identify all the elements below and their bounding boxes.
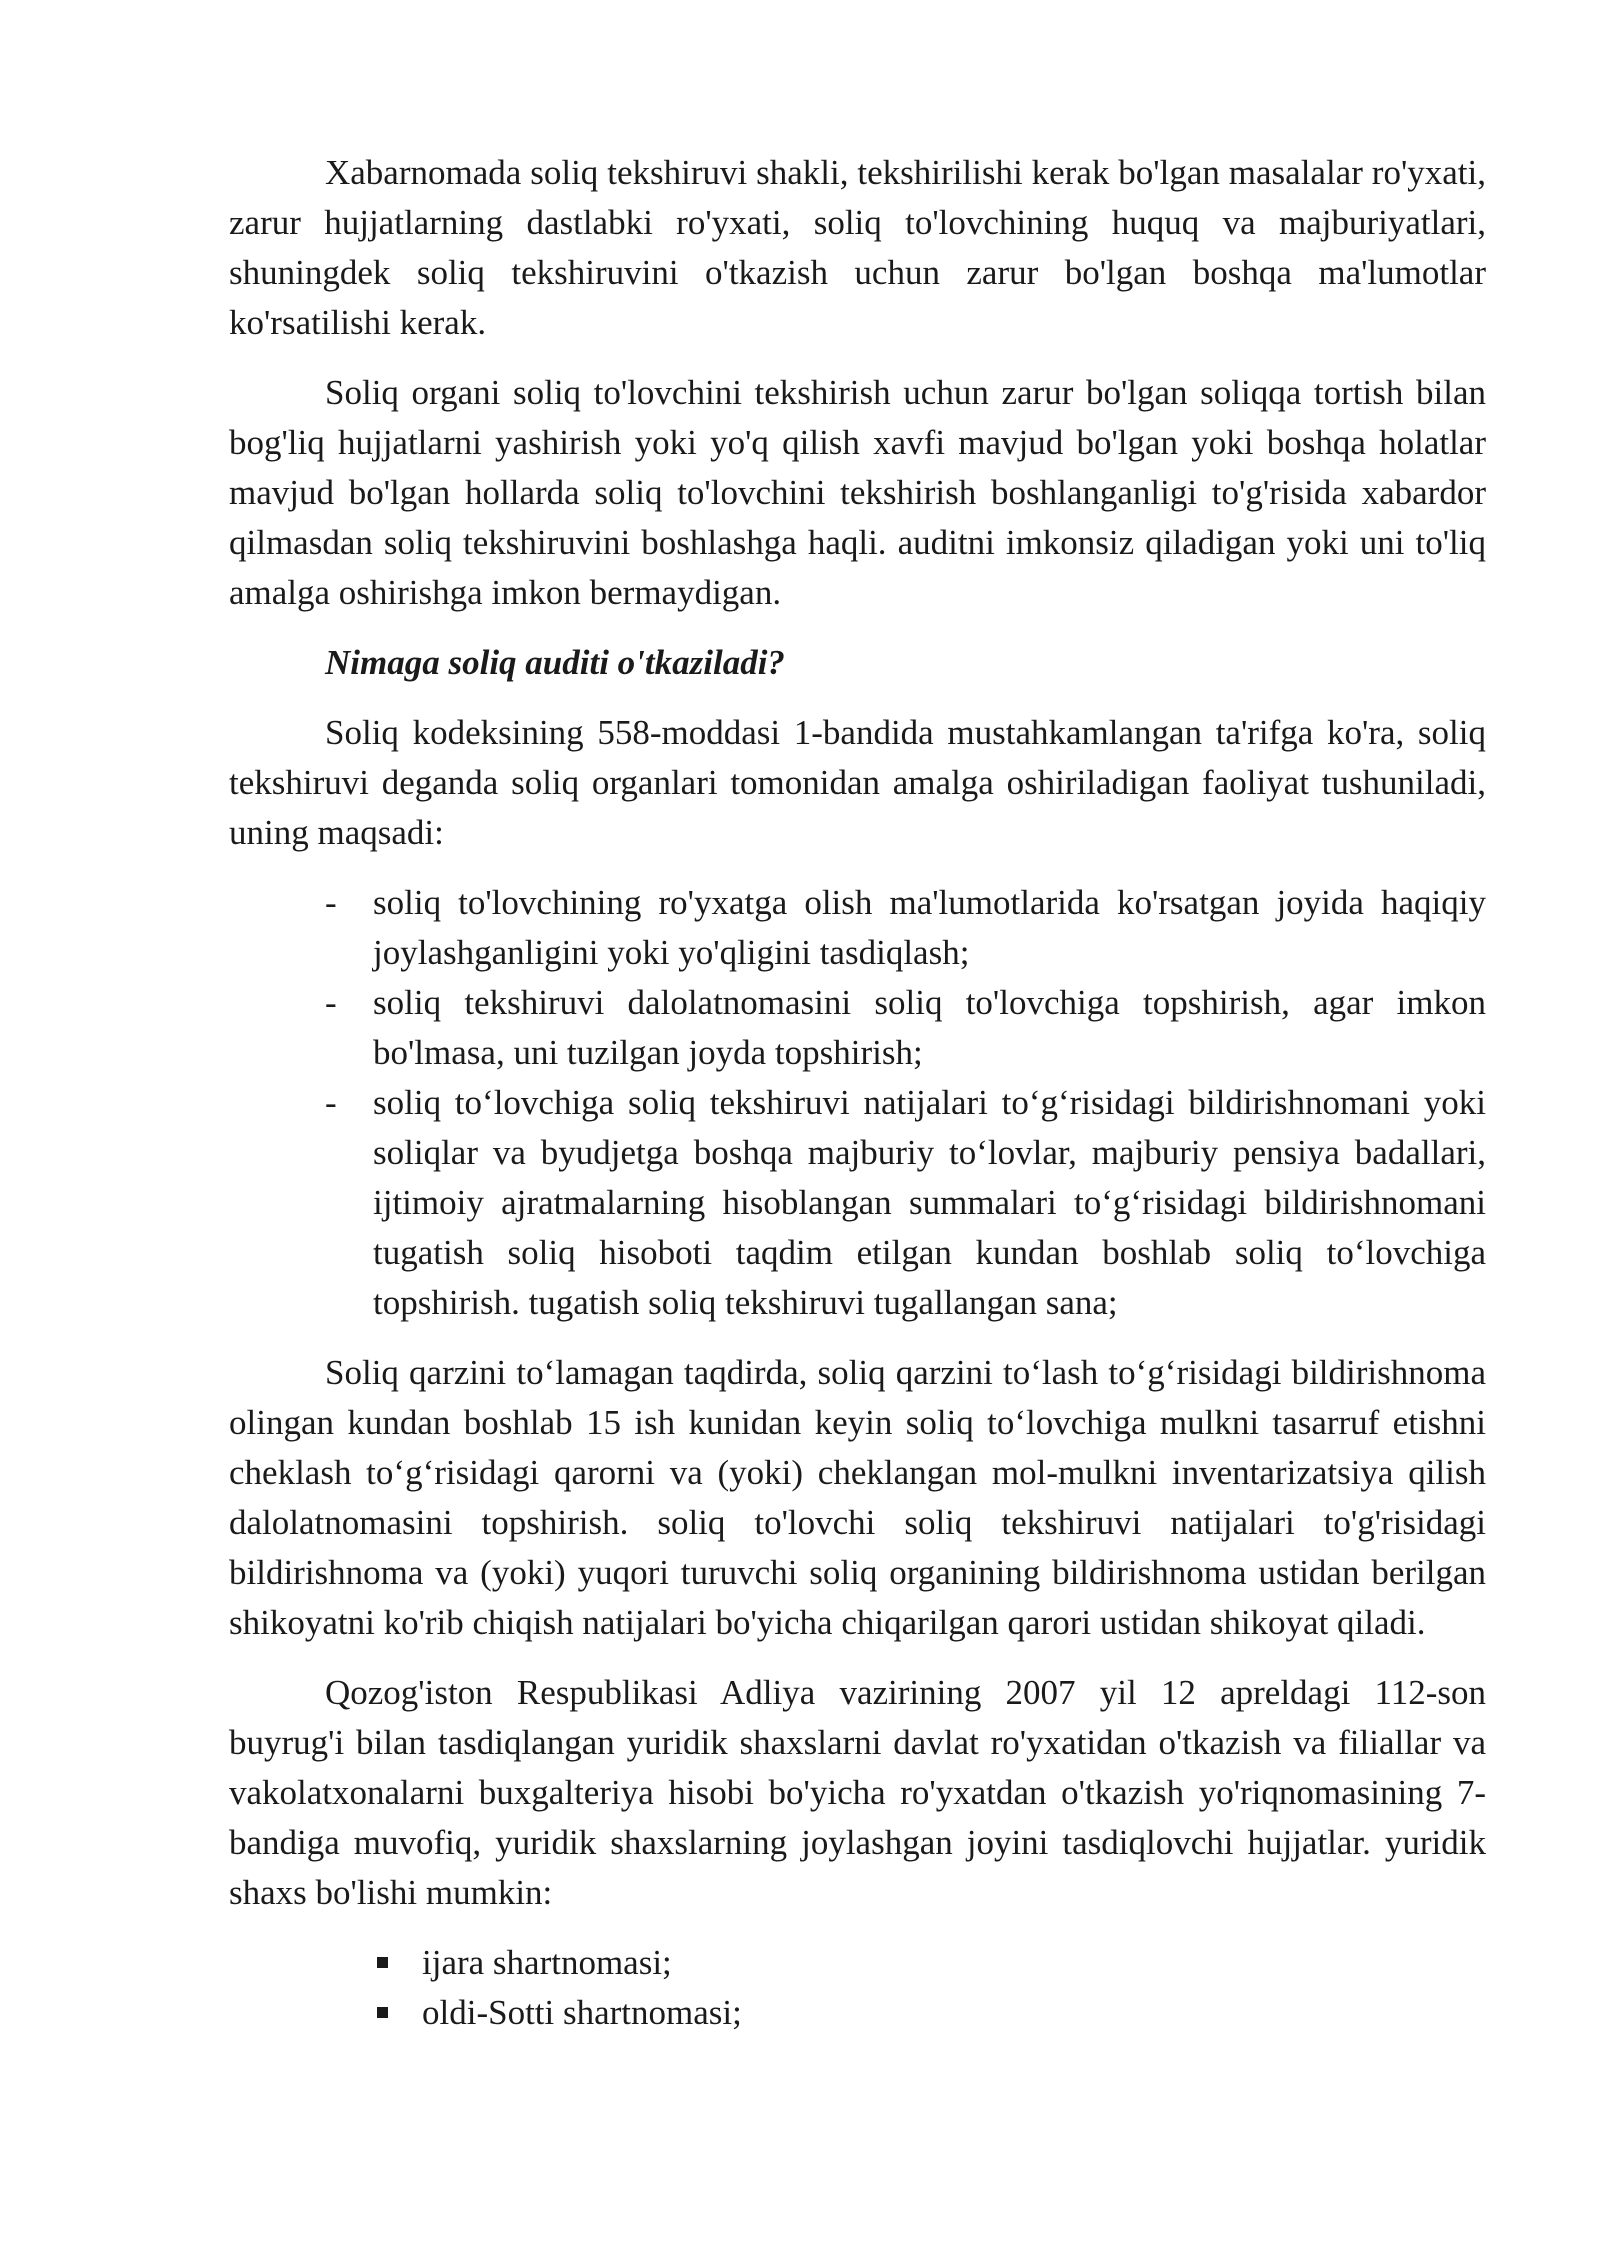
list-item-text: soliq to‘lovchiga soliq tekshiruvi natijalari to‘g‘risidagi bildirishnomani yoki soliqlar va byudjetga boshqa majburiy to‘lovlar, majburiy pensiya badallari, ijtimoiy ajratmalarning hisoblangan summalari to‘g‘risidagi bildirishnomani tugatish soliq hisoboti taqdim etilgan kundan boshlab soliq to‘lovchiga topshirish. tugatish soliq tekshiruvi tugallangan sana; xyxy=(373,1083,1486,1322)
document-page xyxy=(229,148,1486,2058)
documents-list xyxy=(229,1938,1486,2038)
paragraph-tax-code-definition: Soliq kodeksining 558-moddasi 1-bandida mustahkamlangan ta'rifga ko'ra, soliq tekshiruvi deganda soliq organlari tomonidan amalga oshiriladigan faoliyat tushuniladi, uning maqsadi: xyxy=(229,713,1486,852)
list-item xyxy=(229,878,1486,978)
list-item xyxy=(229,1988,1486,2038)
paragraph-tax-debt: Soliq qarzini to‘lamagan taqdirda, soliq qarzini to‘lash to‘g‘risidagi bildirishnoma olingan kundan boshlab 15 ish kunidan keyin soliq to‘lovchiga mulkni tasarruf etishni cheklash to‘g‘risidagi qarorni va (yoki) cheklangan mol-mulkni inventarizatsiya qilish dalolatnomasini topshirish. soliq to'lovchi soliq tekshiruvi natijalari to'g'risidagi bildirishnoma va (yoki) yuqori turuvchi soliq organining bildirishnoma ustidan berilgan shikoyatni ko'rib chiqish natijalari bo'yicha chiqarilgan qarori ustidan shikoyat qiladi. xyxy=(229,1353,1486,1642)
list-item-text: oldi-Sotti shartnomasi; xyxy=(422,1993,742,2032)
square-bullet-icon xyxy=(377,2007,388,2018)
list-item-text: soliq tekshiruvi dalolatnomasini soliq to'lovchiga topshirish, agar imkon bo'lmasa, uni tuzilgan joyda topshirish; xyxy=(373,983,1486,1072)
paragraph-audit-without-notice: Soliq organi soliq to'lovchini tekshirish uchun zarur bo'lgan soliqqa tortish bilan bog'liq hujjatlarni yashirish yoki yo'q qilish xavfi mavjud bo'lgan yoki boshqa holatlar mavjud bo'lgan hollarda soliq to'lovchini tekshirish boshlanganligi to'g'risida xabardor qilmasdan soliq tekshiruvini boshlashga haqli. auditni imkonsiz qiladigan yoki uni to'liq amalga oshirishga imkon bermaydigan. xyxy=(229,373,1486,612)
dash-marker: - xyxy=(325,883,337,922)
square-bullet-icon xyxy=(377,1957,388,1968)
list-item xyxy=(229,978,1486,1078)
list-item-text: ijara shartnomasi; xyxy=(422,1943,672,1982)
dash-marker: - xyxy=(325,983,337,1022)
purpose-list xyxy=(229,878,1486,1328)
paragraph-notice-contents: Xabarnomada soliq tekshiruvi shakli, tekshirilishi kerak bo'lgan masalalar ro'yxati, zarur hujjatlarning dastlabki ro'yxati, soliq to'lovchining huquq va majburiyatlari, shuningdek soliq tekshiruvini o'tkazish uchun zarur bo'lgan boshqa ma'lumotlar ko'rsatilishi kerak. xyxy=(229,153,1486,342)
list-item xyxy=(229,1938,1486,1988)
section-heading: Nimaga soliq auditi o'tkaziladi? xyxy=(325,643,785,682)
list-item xyxy=(229,1078,1486,1328)
list-item-text: soliq to'lovchining ro'yxatga olish ma'lumotlarida ko'rsatgan joyida haqiqiy joylashganligini yoki yo'qligini tasdiqlash; xyxy=(373,883,1486,972)
dash-marker: - xyxy=(325,1083,337,1122)
paragraph-registration-order: Qozog'iston Respublikasi Adliya vazirining 2007 yil 12 apreldagi 112-son buyrug'i bilan tasdiqlangan yuridik shaxslarni davlat ro'yxatidan o'tkazish va filiallar va vakolatxonalarni buxgalteriya hisobi bo'yicha ro'yxatdan o'tkazish yo'riqnomasining 7-bandiga muvofiq, yuridik shaxslarning joylashgan joyini tasdiqlovchi hujjatlar. yuridik shaxs bo'lishi mumkin: xyxy=(229,1673,1486,1912)
